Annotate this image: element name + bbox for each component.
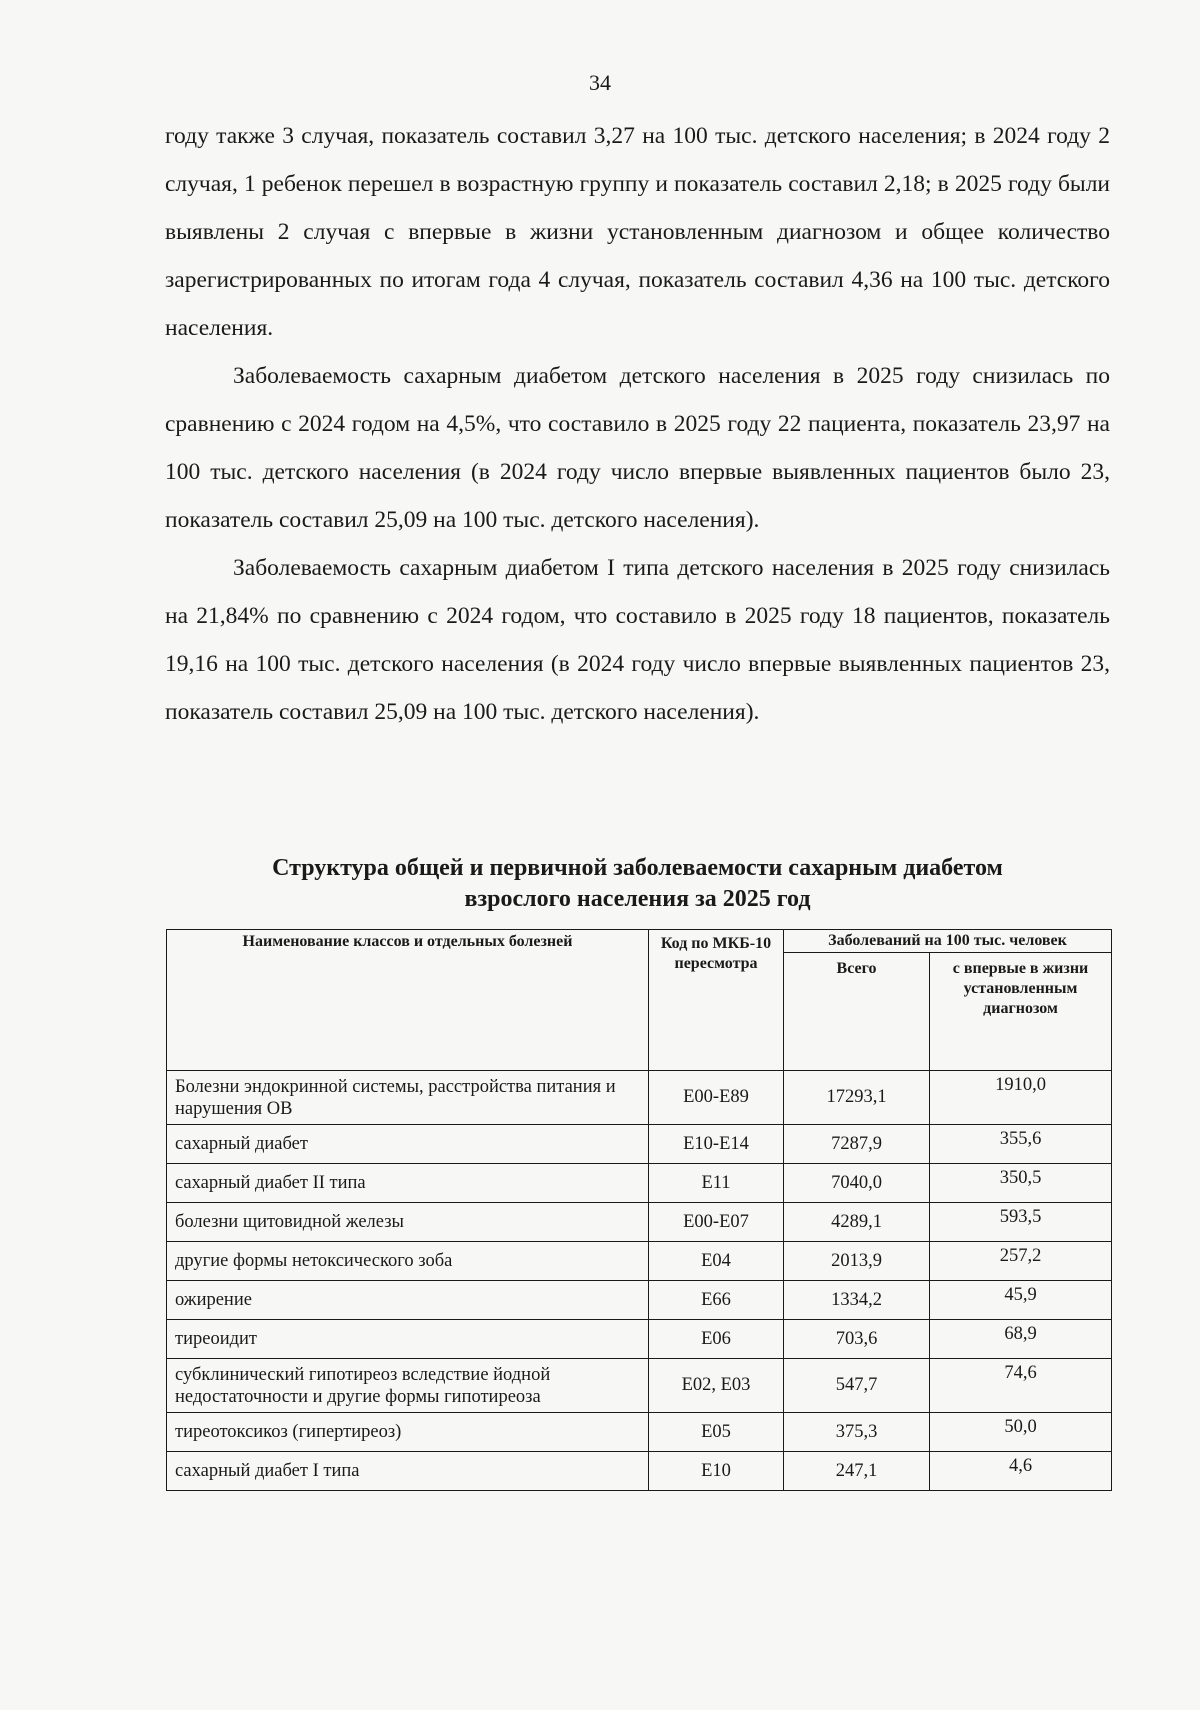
row-new: 1910,0	[930, 1071, 1112, 1125]
row-code: E66	[649, 1281, 784, 1320]
row-total: 375,3	[784, 1413, 930, 1452]
table-row	[167, 1164, 1112, 1203]
row-total: 2013,9	[784, 1242, 930, 1281]
row-name: сахарный диабет	[167, 1125, 649, 1164]
row-total: 4289,1	[784, 1203, 930, 1242]
row-new: 355,6	[930, 1125, 1112, 1164]
header-new: с впервые в жизни установленным диагнозом	[930, 953, 1112, 1071]
row-total: 703,6	[784, 1320, 930, 1359]
table-row	[167, 1281, 1112, 1320]
row-code: E10-E14	[649, 1125, 784, 1164]
table-body	[167, 1071, 1112, 1491]
row-total: 17293,1	[784, 1071, 930, 1125]
row-name: Болезни эндокринной системы, расстройства питания и нарушения ОВ	[167, 1071, 649, 1125]
row-new: 45,9	[930, 1281, 1112, 1320]
row-name: сахарный диабет I типа	[167, 1452, 649, 1491]
table-row	[167, 1359, 1112, 1413]
table-row	[167, 1320, 1112, 1359]
table-row	[167, 1452, 1112, 1491]
row-code: E02, E03	[649, 1359, 784, 1413]
table-row	[167, 1242, 1112, 1281]
row-new: 74,6	[930, 1359, 1112, 1413]
row-name: тиреоидит	[167, 1320, 649, 1359]
row-new: 4,6	[930, 1452, 1112, 1491]
row-total: 247,1	[784, 1452, 930, 1491]
row-new: 350,5	[930, 1164, 1112, 1203]
row-total: 1334,2	[784, 1281, 930, 1320]
row-code: E11	[649, 1164, 784, 1203]
row-code: E00-E89	[649, 1071, 784, 1125]
row-code: E06	[649, 1320, 784, 1359]
table-title	[165, 853, 1110, 915]
row-new: 257,2	[930, 1242, 1112, 1281]
table-row	[167, 1125, 1112, 1164]
header-name: Наименование классов и отдельных болезней	[167, 930, 649, 1071]
row-new: 593,5	[930, 1203, 1112, 1242]
header-code: Код по МКБ-10 пересмотра	[649, 930, 784, 1071]
morbidity-table	[166, 929, 1112, 1491]
row-name: сахарный диабет II типа	[167, 1164, 649, 1203]
table-title-line-2: взрослого населения за 2025 год	[464, 886, 811, 912]
table-row	[167, 1071, 1112, 1125]
row-name: субклинический гипотиреоз вследствие йодной недостаточности и другие формы гипотиреоза	[167, 1359, 649, 1413]
row-name: другие формы нетоксического зоба	[167, 1242, 649, 1281]
row-name: тиреотоксикоз (гипертиреоз)	[167, 1413, 649, 1452]
paragraph-2: Заболеваемость сахарным диабетом детского населения в 2025 году снизилась по сравнению с 2024 годом на 4,5%, что составило в 2025 году 22 пациента, показатель 23,97 на 100 тыс. детского населения (в 2024 году число впервые выявленных пациентов было 23, показатель составил 25,09 на 100 тыс. детского населения).	[165, 363, 1110, 533]
row-total: 7040,0	[784, 1164, 930, 1203]
table-row	[167, 1203, 1112, 1242]
row-code: E10	[649, 1452, 784, 1491]
row-total: 547,7	[784, 1359, 930, 1413]
header-total: Всего	[784, 953, 930, 1071]
table-title-line-1: Структура общей и первичной заболеваемости сахарным диабетом	[272, 855, 1003, 881]
row-code: E04	[649, 1242, 784, 1281]
row-name: болезни щитовидной железы	[167, 1203, 649, 1242]
row-code: E05	[649, 1413, 784, 1452]
body-text	[165, 112, 1110, 736]
paragraph-1: году также 3 случая, показатель составил 3,27 на 100 тыс. детского населения; в 2024 году 2 случая, 1 ребенок перешел в возрастную группу и показатель составил 2,18; в 2025 году были выявлены 2 случая с впервые в жизни установленным диагнозом и общее количество зарегистрированных по итогам года 4 случая, показатель составил 4,36 на 100 тыс. детского населения.	[165, 123, 1110, 341]
row-new: 50,0	[930, 1413, 1112, 1452]
page-number: 34	[589, 70, 611, 95]
row-total: 7287,9	[784, 1125, 930, 1164]
paragraph-3: Заболеваемость сахарным диабетом I типа детского населения в 2025 году снизилась на 21,84% по сравнению с 2024 годом, что составило в 2025 году 18 пациентов, показатель 19,16 на 100 тыс. детского населения (в 2024 году число впервые выявленных пациентов 23, показатель составил 25,09 на 100 тыс. детского населения).	[165, 555, 1110, 725]
row-new: 68,9	[930, 1320, 1112, 1359]
row-code: E00-E07	[649, 1203, 784, 1242]
header-group: Заболеваний на 100 тыс. человек	[784, 930, 1112, 953]
row-name: ожирение	[167, 1281, 649, 1320]
table-row	[167, 1413, 1112, 1452]
